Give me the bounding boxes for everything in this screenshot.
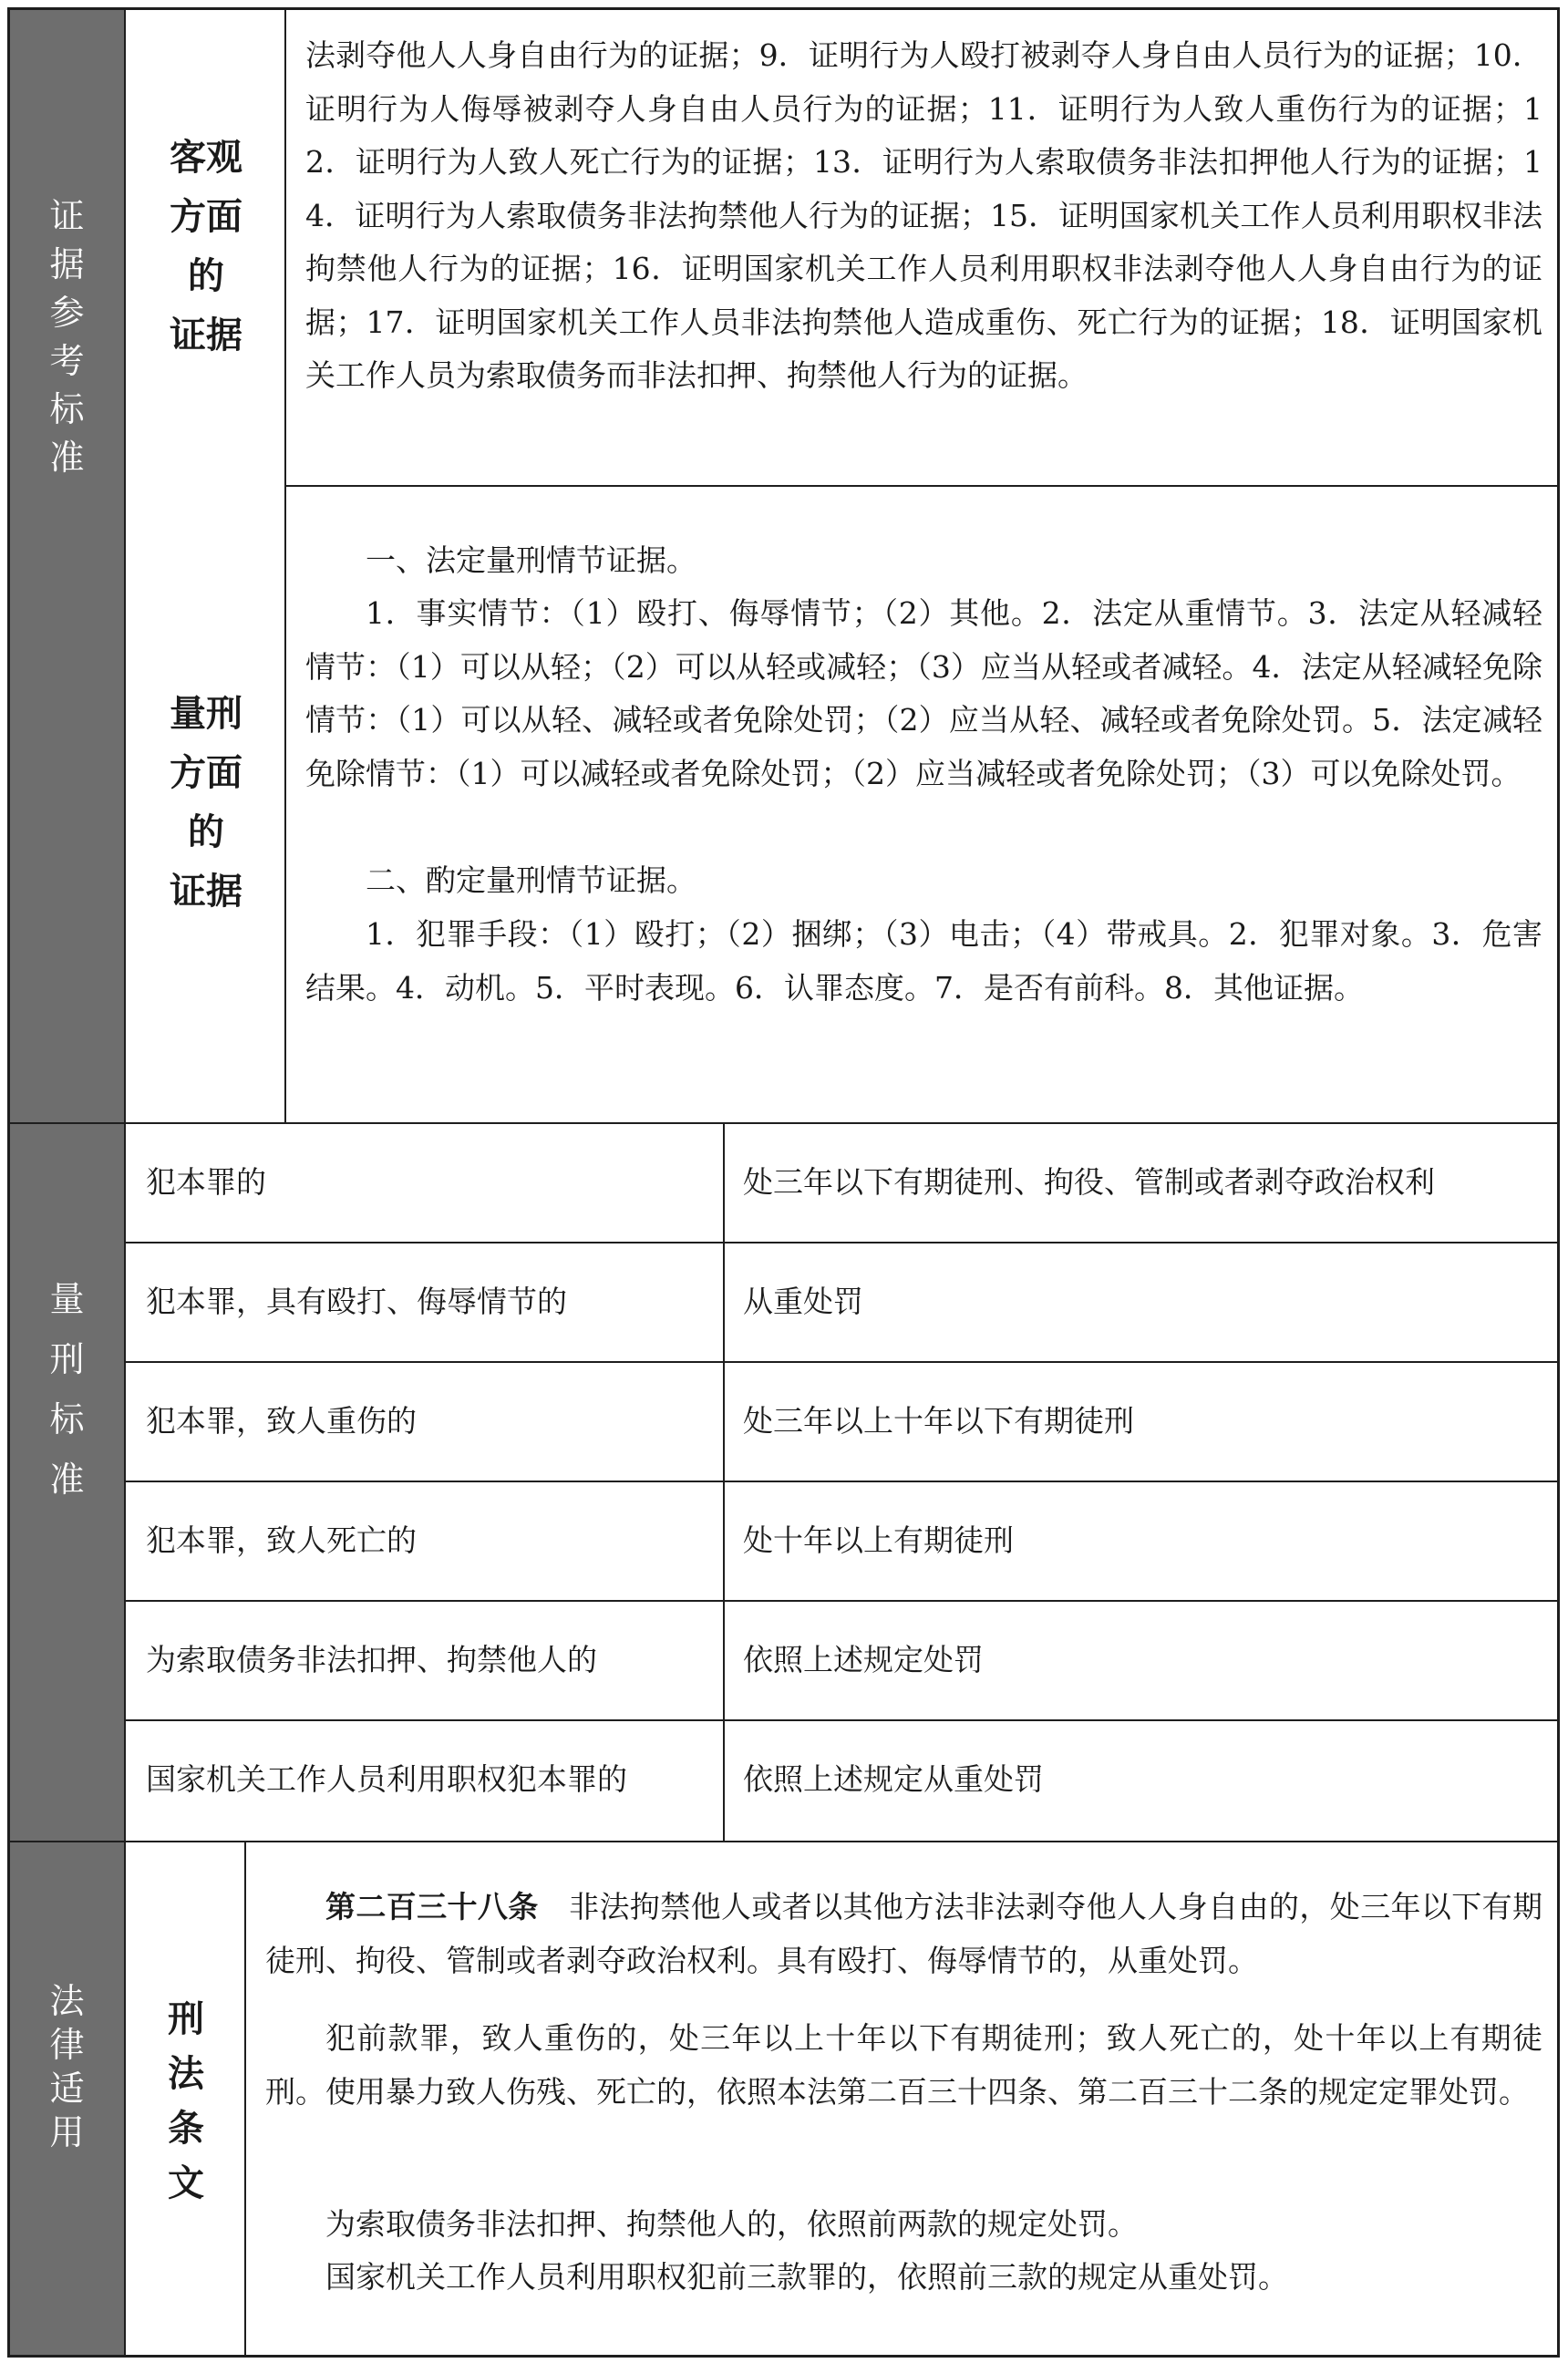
section-label-char: 刑 xyxy=(49,1339,85,1379)
section-label-char: 准 xyxy=(49,438,85,478)
border-bottom xyxy=(7,2355,1560,2358)
sentencing-row-divider xyxy=(125,1242,1559,1243)
sublabel-line: 条 xyxy=(168,2107,204,2150)
sublabel-line: 法 xyxy=(168,2052,204,2095)
section-divider-2 xyxy=(7,1841,1560,1842)
objective-evidence-text: 法剥夺他人人身自由行为的证据；9．证明行为人殴打被剥夺人身自由人员行为的证据；10．证明行为人侮辱被剥夺人身自由人员行为的证据；11．证明行为人致人重伤行为的证据；12．证明行为人致人死亡行为的证据；13．证明行为人索取债务非法扣押他人行为的证据；14．证明行为人索取债务非法拘禁他人行为的证据；15．证明国家机关工作人员利用职权非法拘禁他人行为的证据；16．证明国家机关工作人员利用职权非法剥夺他人人身自由行为的证据；17．证明国家机关工作人员非法拘禁他人造成重伤、死亡行为的证据；18．证明国家机关工作人员为索取债务而非法扣押、拘禁他人行为的证据。 xyxy=(305,37,1542,393)
sentencing-condition: 犯本罪，具有殴打、侮辱情节的 xyxy=(146,1284,567,1319)
section-label-char: 适 xyxy=(49,2069,85,2109)
objective-evidence-label xyxy=(128,128,284,365)
section-label-char: 用 xyxy=(49,2112,85,2152)
sentencing-condition: 为索取债务非法扣押、拘禁他人的 xyxy=(146,1642,597,1677)
sentencing-penalty: 依照上述规定从重处罚 xyxy=(743,1761,1044,1797)
sentencing-column-divider xyxy=(723,1123,725,1842)
sentencing-condition: 国家机关工作人员利用职权犯本罪的 xyxy=(146,1761,627,1797)
sentencing-evidence-p2: 1．事实情节：（1）殴打、侮辱情节；（2）其他。2．法定从重情节。3．法定从轻减轻情节：（1）可以从轻；（2）可以从轻或减轻；（3）应当从轻或者减轻。4．法定从轻减轻免除情节：（1）可以从轻、减轻或者免除处罚；（2）应当从轻、减轻或者免除处罚。5．法定减轻免除情节：（1）可以减轻或者免除处罚；（2）应当减轻或者免除处罚；（3）可以免除处罚。 xyxy=(305,595,1542,791)
article-title: 第二百三十八条 xyxy=(325,1889,539,1924)
sublabel-line: 刑 xyxy=(168,1997,204,2040)
sentencing-penalty: 依照上述规定处罚 xyxy=(743,1642,984,1677)
sentencing-condition: 犯本罪的 xyxy=(146,1164,266,1200)
law-sublabel-divider xyxy=(244,1842,246,2357)
evidence-sublabel-divider xyxy=(284,9,286,1122)
evidence-row-divider xyxy=(284,485,1559,487)
sublabel-line: 客观 xyxy=(170,136,242,179)
law-paragraph-1-text: 非法拘禁他人或者以其他方法非法剥夺他人人身自由的，处三年以下有期徒刑、拘役、管制或者剥夺政治权利。具有殴打、侮辱情节的，从重处罚。 xyxy=(265,1889,1543,1978)
sentencing-evidence-p1: 一、法定量刑情节证据。 xyxy=(366,542,696,578)
section-label-char: 据 xyxy=(49,244,85,284)
section-label-char: 准 xyxy=(49,1460,85,1500)
law-paragraph-1 xyxy=(265,1881,1542,1987)
section-divider-1 xyxy=(7,1122,1560,1124)
section-label-char: 律 xyxy=(49,2025,85,2065)
border-left xyxy=(7,7,10,2358)
sentencing-condition: 犯本罪，致人死亡的 xyxy=(146,1522,417,1558)
section-label-char: 标 xyxy=(49,389,85,429)
section-label-char: 参 xyxy=(49,293,85,333)
section-label-evidence xyxy=(9,9,125,1123)
sublabel-line: 的 xyxy=(188,254,224,297)
sentencing-penalty: 从重处罚 xyxy=(743,1284,863,1319)
sentencing-row-divider xyxy=(125,1600,1559,1602)
section-label-char: 证 xyxy=(49,196,85,236)
sentencing-evidence-p3: 二、酌定量刑情节证据。 xyxy=(366,862,696,898)
sublabel-line: 证据 xyxy=(170,314,242,356)
sublabel-line: 的 xyxy=(188,810,224,853)
section-label-law xyxy=(9,1842,125,2357)
criminal-law-label xyxy=(128,1992,244,2211)
sublabel-line: 证据 xyxy=(170,870,242,913)
section-label-char: 量 xyxy=(49,1279,85,1319)
section-label-char: 考 xyxy=(49,341,85,381)
sentencing-row-divider xyxy=(125,1361,1559,1363)
section-label-sentencing xyxy=(9,1123,125,1842)
band-divider xyxy=(124,7,126,2358)
sentencing-evidence-p4: 1．犯罪手段：（1）殴打；（2）捆绑；（3）电击；（4）带戒具。2．犯罪对象。3．危害结果。4．动机。5．平时表现。6．认罪态度。7．是否有前科。8．其他证据。 xyxy=(305,916,1542,1006)
sentencing-row-divider xyxy=(125,1481,1559,1482)
sentencing-condition: 犯本罪，致人重伤的 xyxy=(146,1403,417,1439)
sublabel-line: 方面 xyxy=(170,751,242,794)
sentencing-evidence-label xyxy=(128,684,284,921)
sentencing-penalty: 处三年以下有期徒刑、拘役、管制或者剥夺政治权利 xyxy=(743,1164,1435,1200)
section-label-char: 法 xyxy=(49,1981,85,2021)
border-right xyxy=(1557,7,1560,2358)
border-top xyxy=(7,7,1560,10)
sublabel-line: 文 xyxy=(168,2162,204,2204)
sentencing-penalty: 处十年以上有期徒刑 xyxy=(743,1522,1014,1558)
sublabel-line: 方面 xyxy=(170,195,242,238)
sentencing-penalty: 处三年以上十年以下有期徒刑 xyxy=(743,1403,1134,1439)
law-paragraph-3: 为索取债务非法扣押、拘禁他人的，依照前两款的规定处罚。 xyxy=(325,2206,1138,2242)
section-label-char: 标 xyxy=(49,1399,85,1439)
sublabel-line: 量刑 xyxy=(170,692,242,735)
law-paragraph-2: 犯前款罪，致人重伤的，处三年以上十年以下有期徒刑；致人死亡的，处十年以上有期徒刑。使用暴力致人伤残、死亡的，依照本法第二百三十四条、第二百三十二条的规定定罪处罚。 xyxy=(265,2020,1542,2110)
sentencing-row-divider xyxy=(125,1719,1559,1721)
law-paragraph-4: 国家机关工作人员利用职权犯前三款罪的，依照前三款的规定从重处罚。 xyxy=(325,2259,1288,2295)
